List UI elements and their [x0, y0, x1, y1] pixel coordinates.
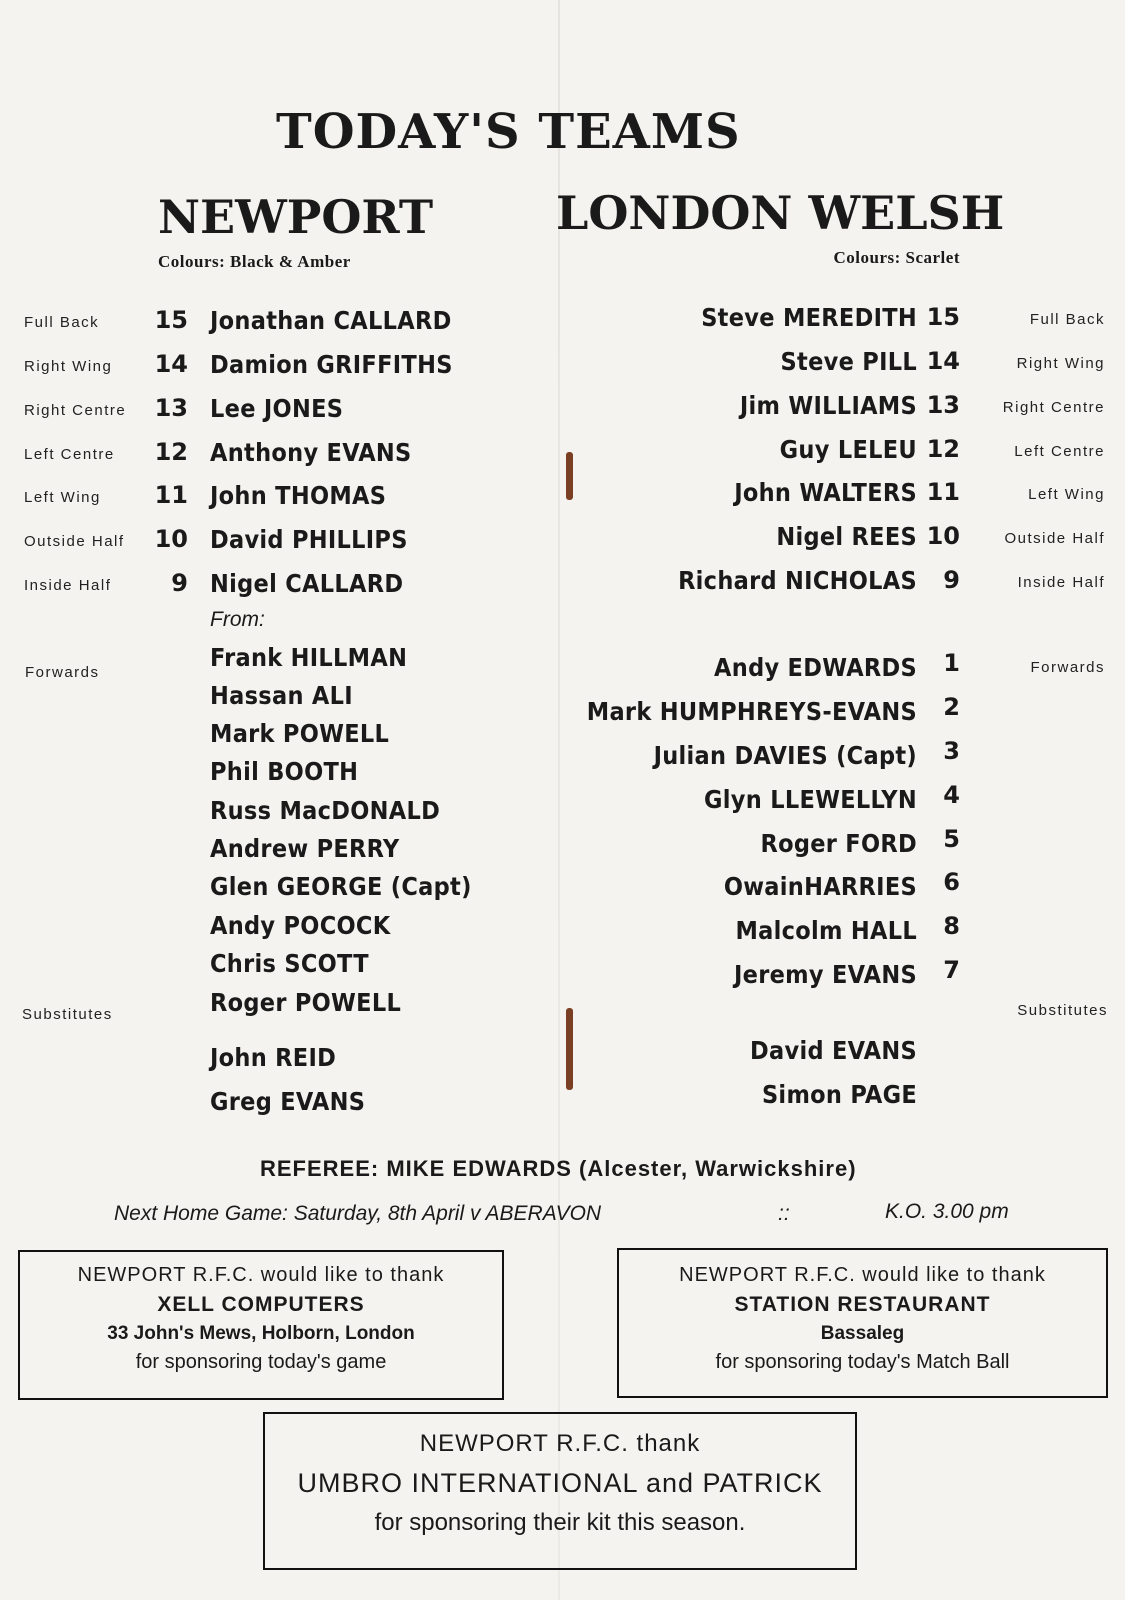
home-forward-name: Russ MacDONALD — [210, 796, 441, 825]
away-player-name: Guy LELEU — [779, 435, 917, 464]
home-position-label: Right Centre — [24, 402, 127, 419]
away-position-label: Inside Half — [1017, 574, 1105, 591]
away-jersey-number: 15 — [926, 303, 960, 331]
next-game-separator: :: — [778, 1202, 790, 1225]
sponsor-box-match — [18, 1250, 504, 1400]
away-position-label: Outside Half — [1004, 530, 1105, 547]
page-fold — [558, 0, 560, 1600]
away-forward-name: Roger FORD — [760, 829, 917, 858]
away-substitute-name: Simon PAGE — [761, 1080, 917, 1109]
away-position-label: Full Back — [1029, 311, 1105, 328]
away-player-name: Richard NICHOLAS — [678, 566, 917, 595]
sponsor-purpose: for sponsoring today's game — [135, 1351, 387, 1373]
home-player-name: Lee JONES — [210, 394, 344, 423]
away-forward-name: OwainHARRIES — [723, 872, 917, 901]
away-player-name: Steve MEREDITH — [701, 303, 917, 332]
away-forward-number: 3 — [943, 737, 960, 765]
next-home-game: Next Home Game: Saturday, 8th April v ABERAVON — [114, 1202, 602, 1225]
away-jersey-number: 13 — [926, 391, 960, 419]
home-team-name: NEWPORT — [158, 190, 434, 244]
home-forward-name: Glen GEORGE (Capt) — [210, 872, 472, 901]
kit-sponsor-box — [263, 1412, 857, 1570]
home-jersey-number: 14 — [154, 350, 188, 378]
sponsor-purpose: for sponsoring today's Match Ball — [715, 1351, 1010, 1373]
home-substitute-name: John REID — [210, 1043, 337, 1072]
away-position-label: Left Centre — [1014, 443, 1105, 460]
away-forward-name: Julian DAVIES (Capt) — [653, 741, 917, 770]
home-forward-name: Andrew PERRY — [210, 834, 400, 863]
away-forward-number: 6 — [943, 868, 960, 896]
next-game-kickoff: K.O. 3.00 pm — [885, 1200, 1009, 1223]
page-title: TODAY'S TEAMS — [276, 104, 741, 160]
away-player-name: Nigel REES — [776, 522, 917, 551]
home-player-name: David PHILLIPS — [210, 525, 408, 554]
home-position-label: Full Back — [24, 314, 100, 331]
home-substitute-name: Greg EVANS — [210, 1087, 366, 1116]
away-forward-number: 1 — [943, 649, 960, 677]
home-forward-name: Chris SCOTT — [210, 949, 369, 978]
sponsor-address: Bassaleg — [820, 1323, 905, 1344]
away-forward-number: 2 — [943, 693, 960, 721]
away-player-name: Steve PILL — [780, 347, 917, 376]
away-forward-name: Andy EDWARDS — [714, 653, 917, 682]
home-jersey-number: 15 — [154, 306, 188, 334]
home-position-label: Outside Half — [24, 533, 125, 550]
home-forward-name: Frank HILLMAN — [210, 643, 408, 672]
home-player-name: Nigel CALLARD — [210, 569, 404, 598]
home-forward-name: Phil BOOTH — [210, 757, 359, 786]
away-jersey-number: 10 — [926, 522, 960, 550]
home-jersey-number: 10 — [154, 525, 188, 553]
away-forward-name: Glyn LLEWELLYN — [704, 785, 917, 814]
home-forward-name: Hassan ALI — [210, 681, 353, 710]
home-position-label: Left Wing — [24, 489, 101, 506]
home-from-label: From: — [210, 608, 265, 631]
away-team-name: LONDON WELSH — [556, 186, 1005, 240]
home-player-name: Anthony EVANS — [210, 438, 412, 467]
home-forward-name: Mark POWELL — [210, 719, 390, 748]
home-jersey-number: 12 — [154, 438, 188, 466]
away-position-label: Right Wing — [1016, 355, 1105, 372]
home-position-label: Left Centre — [24, 446, 115, 463]
sponsor-box-ball — [617, 1248, 1108, 1398]
referee: REFEREE: MIKE EDWARDS (Alcester, Warwickshire) — [260, 1156, 857, 1181]
sponsor-name: STATION RESTAURANT — [734, 1293, 991, 1316]
away-jersey-number: 14 — [926, 347, 960, 375]
away-forward-number: 7 — [943, 956, 960, 984]
away-jersey-number: 12 — [926, 435, 960, 463]
sponsor-line: NEWPORT R.F.C. would like to thank — [77, 1264, 445, 1286]
home-position-label: Inside Half — [24, 577, 112, 594]
away-forward-name: Mark HUMPHREYS-EVANS — [586, 697, 917, 726]
staple-bottom — [566, 1008, 573, 1090]
away-player-name: John WALTERS — [734, 478, 917, 507]
sponsor-name: XELL COMPUTERS — [157, 1293, 365, 1316]
away-forwards-label: Forwards — [1030, 659, 1105, 676]
away-forward-number: 8 — [943, 912, 960, 940]
away-substitutes-label: Substitutes — [1017, 1002, 1108, 1019]
kit-sponsor-name: UMBRO INTERNATIONAL and PATRICK — [297, 1468, 823, 1498]
away-forward-number: 5 — [943, 825, 960, 853]
sponsor-line: NEWPORT R.F.C. would like to thank — [679, 1264, 1046, 1286]
home-forwards-label: Forwards — [25, 664, 100, 681]
home-forward-name: Roger POWELL — [210, 988, 402, 1017]
away-forward-number: 4 — [943, 781, 960, 809]
away-substitute-name: David EVANS — [750, 1036, 917, 1065]
away-player-name: Jim WILLIAMS — [739, 391, 917, 420]
away-jersey-number: 11 — [926, 478, 960, 506]
home-player-name: John THOMAS — [210, 481, 387, 510]
home-substitutes-label: Substitutes — [22, 1006, 113, 1023]
away-position-label: Right Centre — [1002, 399, 1105, 416]
staple-top — [566, 452, 573, 500]
home-jersey-number: 9 — [171, 569, 188, 597]
away-forward-name: Malcolm HALL — [735, 916, 917, 945]
away-forward-name: Jeremy EVANS — [733, 960, 917, 989]
home-colours: Colours: Black & Amber — [158, 252, 351, 271]
home-player-name: Damion GRIFFITHS — [210, 350, 453, 379]
kit-sponsor-purpose: for sponsoring their kit this season. — [374, 1509, 746, 1536]
kit-sponsor-line: NEWPORT R.F.C. thank — [419, 1430, 701, 1457]
home-forward-name: Andy POCOCK — [210, 911, 391, 940]
home-player-name: Jonathan CALLARD — [210, 306, 452, 335]
home-jersey-number: 13 — [154, 394, 188, 422]
away-colours: Colours: Scarlet — [833, 248, 960, 267]
away-jersey-number: 9 — [943, 566, 960, 594]
away-position-label: Left Wing — [1028, 486, 1105, 503]
sponsor-address: 33 John's Mews, Holborn, London — [107, 1323, 415, 1344]
home-position-label: Right Wing — [24, 358, 113, 375]
home-jersey-number: 11 — [154, 481, 188, 509]
